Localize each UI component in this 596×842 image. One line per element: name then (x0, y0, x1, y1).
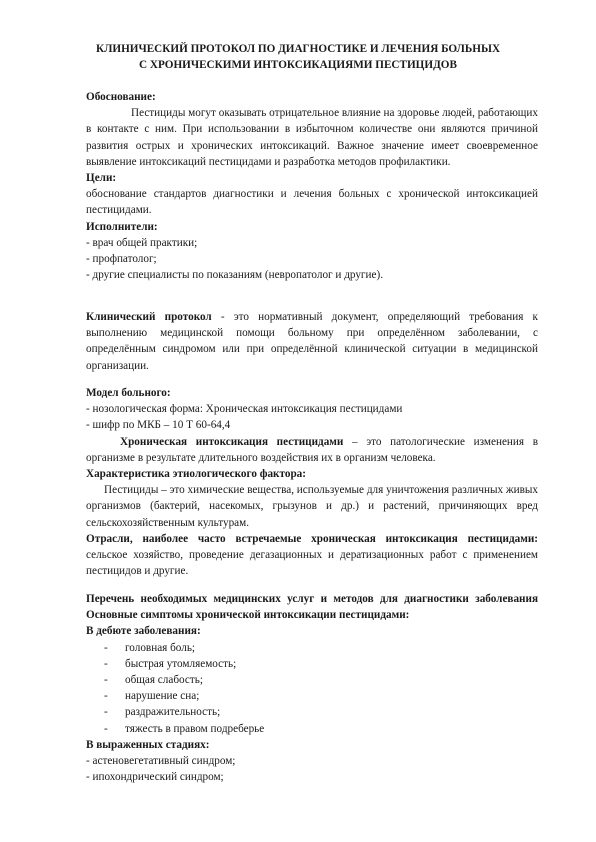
industries-paragraph (86, 531, 538, 580)
etiology-heading: Характеристика этиологического фактора: (86, 468, 306, 481)
list-item (86, 640, 538, 656)
list-item (86, 688, 538, 704)
executor-item: - другие специалисты по показаниям (невропатолог и другие). (86, 269, 383, 282)
rationale-heading: Обоснование: (86, 91, 156, 103)
executors-heading: Исполнители: (86, 220, 158, 233)
list-item (86, 704, 538, 720)
definition-text: – это патологические изменения в организме в результате длительного воздействия их в организм человека. (86, 435, 538, 464)
protocol-text: - это нормативный документ, определяющий требования к выполнению медицинской помощи больному при определённом заболевании, с определённым синдромом или при определённой клинической ситуации в медицинской организации. (86, 311, 538, 372)
list-dash: - (104, 641, 108, 654)
model-definition (86, 434, 538, 466)
list-item-text: нарушение сна; (125, 690, 200, 703)
list-item (86, 656, 538, 672)
goals-text: обоснование стандартов диагностики и лечения больных с хронической интоксикацией пестицидами. (86, 188, 538, 217)
executor-item: - профпатолог; (86, 253, 157, 266)
model-code: - шифр по МКБ – 10 Т 60-64,4 (86, 419, 231, 432)
document-title (60, 42, 536, 73)
advanced-item: - астеновегетативный синдром; (86, 755, 236, 768)
onset-heading: В дебюте заболевания: (86, 625, 201, 638)
protocol-term: Клинический протокол (86, 311, 212, 323)
rationale-text: Пестициды могут оказывать отрицательное влияние на здоровье людей, работающих в контакте с ним. При использовании в избыточном количестве они являются причиной развития острых и хронических интоксикаций. Важное значение имеет своевременное выявление интоксикаций пестицидами и разработка методов профилактики. (86, 107, 538, 168)
list-item-text: быстрая утомляемость; (125, 657, 237, 670)
list-item-text: раздражительность; (125, 706, 221, 719)
list-item-text: головная боль; (125, 641, 196, 654)
list-dash: - (104, 674, 108, 687)
list-dash: - (104, 706, 108, 719)
list-dash: - (104, 690, 108, 703)
list-item-text: общая слабость; (125, 674, 203, 687)
symptoms-heading: Основные симптомы хронической интоксикации пестицидами: (86, 609, 410, 622)
list-item-text: тяжесть в правом подреберье (125, 722, 265, 735)
services-heading-text: Перечень необходимых медицинских услуг и методов для диагностики заболевания (86, 593, 538, 605)
list-dash: - (104, 657, 108, 670)
section-intro (86, 89, 538, 283)
services-heading (86, 591, 538, 607)
industries-heading: Отрасли, наиболее часто встречаемые хроническая интоксикация пестицидами: (86, 532, 538, 545)
section-diagnostics (86, 591, 538, 785)
industries-text: сельское хозяйство, проведение дегазационных и дератизационных работ с применением пестицидов и другие. (86, 549, 538, 578)
advanced-heading: В выраженных стадиях: (86, 738, 210, 751)
title-line-2: С ХРОНИЧЕСКИМИ ИНТОКСИКАЦИЯМИ ПЕСТИЦИДОВ (139, 58, 457, 71)
list-item (86, 721, 538, 737)
definition-term: Хроническая интоксикация пестицидами (120, 435, 344, 448)
etiology-text: Пестициды – это химические вещества, используемые для уничтожения различных живых организмов (бактерий, насекомых, грызунов и др.) и растений, причиняющих вред сельскохозяйственным культурам. (86, 484, 538, 529)
protocol-definition (86, 309, 538, 374)
list-item (86, 672, 538, 688)
list-dash: - (104, 722, 108, 735)
executor-item: - врач общей практики; (86, 236, 198, 249)
model-form: - нозологическая форма: Хроническая интоксикация пестицидами (86, 403, 403, 416)
advanced-item: - ипохондрический синдром; (86, 771, 224, 784)
model-heading: Модел больного: (86, 387, 171, 399)
goals-heading: Цели: (86, 172, 117, 185)
title-line-1: КЛИНИЧЕСКИЙ ПРОТОКОЛ ПО ДИАГНОСТИКЕ И ЛЕЧЕНИЯ БОЛЬНЫХ (95, 43, 501, 55)
onset-symptom-list (86, 640, 538, 737)
section-model (86, 385, 538, 579)
